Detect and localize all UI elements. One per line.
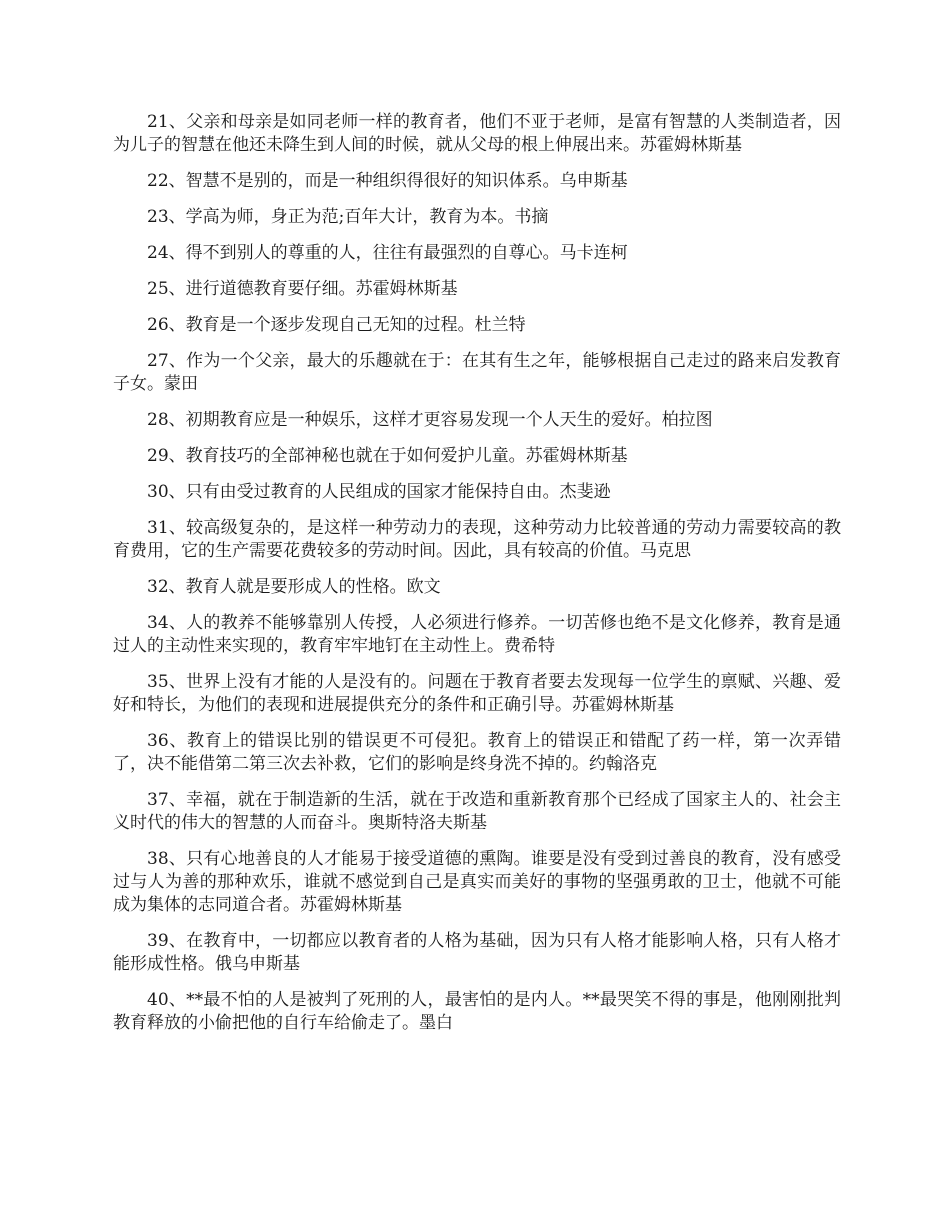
quote-paragraph-31: 31、较高级复杂的，是这样一种劳动力的表现，这种劳动力比较普通的劳动力需要较高的教育费用，它的生产需要花费较多的劳动时间。因此，具有较高的价值。马克思	[113, 518, 841, 561]
quote-paragraph-21: 21、父亲和母亲是如同老师一样的教育者，他们不亚于老师，是富有智慧的人类制造者，因为儿子的智慧在他还未降生到人间的时候，就从父母的根上伸展出来。苏霍姆林斯基	[113, 112, 841, 155]
quote-paragraph-40: 40、**最不怕的人是被判了死刑的人，最害怕的是内人。**最哭笑不得的事是，他刚刚批判教育释放的小偷把他的自行车给偷走了。墨白	[113, 990, 841, 1033]
quote-paragraph-24: 24、得不到别人的尊重的人，往往有最强烈的自尊心。马卡连柯	[147, 243, 628, 263]
quote-paragraph-34: 34、人的教养不能够靠别人传授，人必须进行修养。一切苦修也绝不是文化修养，教育是通过人的主动性来实现的，教育牢牢地钉在主动性上。费希特	[113, 613, 841, 656]
quote-paragraph-27: 27、作为一个父亲，最大的乐趣就在于：在其有生之年，能够根据自己走过的路来启发教育子女。蒙田	[113, 351, 841, 394]
quote-paragraph-28: 28、初期教育应是一种娱乐，这样才更容易发现一个人天生的爱好。柏拉图	[147, 410, 713, 430]
quote-paragraph-26: 26、教育是一个逐步发现自己无知的过程。杜兰特	[147, 315, 526, 335]
quote-paragraph-35: 35、世界上没有才能的人是没有的。问题在于教育者要去发现每一位学生的禀赋、兴趣、爱好和特长，为他们的表现和进展提供充分的条件和正确引导。苏霍姆林斯基	[113, 672, 841, 715]
quote-paragraph-30: 30、只有由受过教育的人民组成的国家才能保持自由。杰斐逊	[147, 482, 611, 502]
quote-paragraph-39: 39、在教育中，一切都应以教育者的人格为基础，因为只有人格才能影响人格，只有人格才能形成性格。俄乌申斯基	[113, 931, 841, 974]
quote-paragraph-25: 25、进行道德教育要仔细。苏霍姆林斯基	[147, 279, 458, 299]
quote-paragraph-36: 36、教育上的错误比别的错误更不可侵犯。教育上的错误正和错配了药一样，第一次弄错了，决不能借第二第三次去补救，它们的影响是终身洗不掉的。约翰洛克	[113, 731, 841, 774]
document-body	[113, 111, 841, 1048]
quote-paragraph-23: 23、学高为师，身正为范;百年大计，教育为本。书摘	[147, 207, 549, 227]
quote-paragraph-29: 29、教育技巧的全部神秘也就在于如何爱护儿童。苏霍姆林斯基	[147, 446, 628, 466]
quote-paragraph-22: 22、智慧不是别的，而是一种组织得很好的知识体系。乌申斯基	[147, 171, 628, 191]
quote-paragraph-32: 32、教育人就是要形成人的性格。欧文	[147, 577, 441, 597]
quote-paragraph-37: 37、幸福，就在于制造新的生活，就在于改造和重新教育那个已经成了国家主人的、社会主义时代的伟大的智慧的人而奋斗。奥斯特洛夫斯基	[113, 790, 841, 833]
quote-paragraph-38: 38、只有心地善良的人才能易于接受道德的熏陶。谁要是没有受到过善良的教育，没有感受过与人为善的那种欢乐，谁就不感觉到自己是真实而美好的事物的坚强勇敢的卫士，他就不可能成为集体的志同道合者。苏霍姆林斯基	[113, 849, 841, 915]
